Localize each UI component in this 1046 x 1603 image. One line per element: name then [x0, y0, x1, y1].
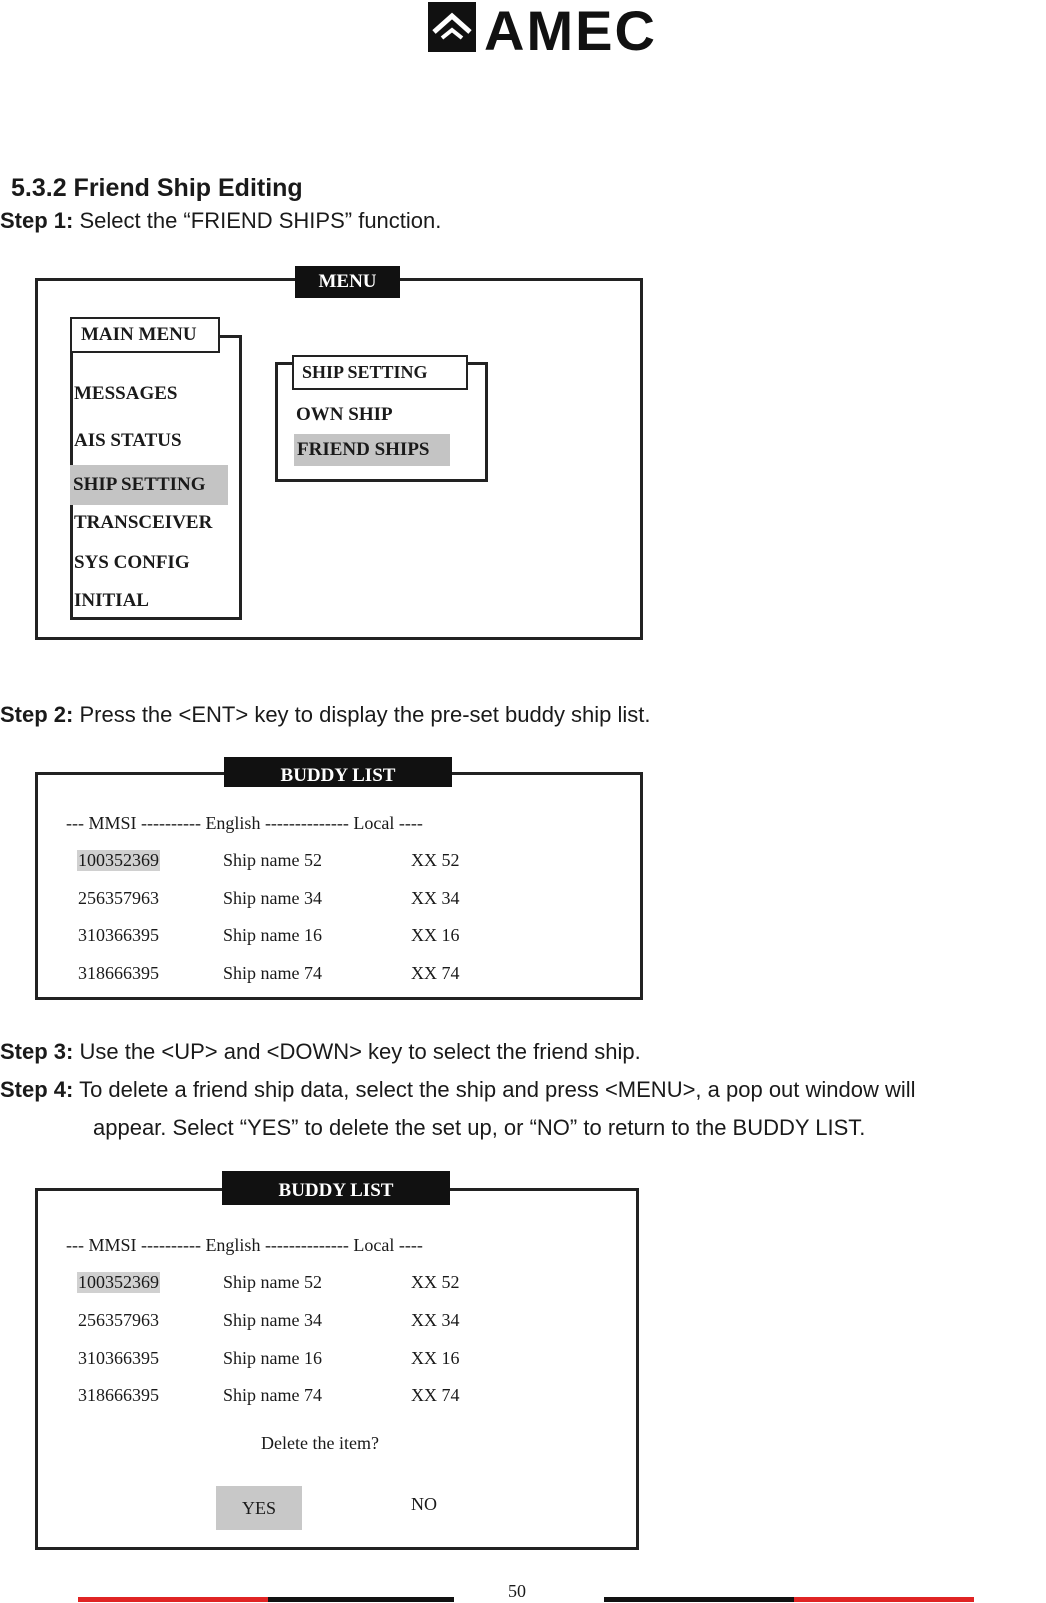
footer-bar-red-left [78, 1597, 268, 1602]
menu-item-sys-config[interactable]: SYS CONFIG [74, 552, 190, 573]
buddy-1-row-1-english: Ship name 52 [223, 850, 322, 870]
menu-item-transceiver[interactable]: TRANSCEIVER [74, 512, 213, 533]
step-4-continuation: appear. Select “YES” to delete the set up, or “NO” to return to the BUDDY LIST. [93, 1115, 866, 1140]
step-3 [0, 1039, 641, 1065]
buddy-2-row-3-english: Ship name 16 [223, 1348, 322, 1368]
buddy-2-row-2-english: Ship name 34 [223, 1310, 322, 1330]
menu-item-ais-status[interactable]: AIS STATUS [74, 430, 182, 451]
delete-prompt: Delete the item? [261, 1433, 379, 1453]
logo-text: AMEC [484, 0, 657, 62]
step-2 [0, 702, 651, 728]
menu-item-own-ship[interactable]: OWN SHIP [296, 404, 393, 425]
buddy-1-row-2-local: XX 34 [411, 888, 460, 908]
menu-item-ship-setting[interactable]: SHIP SETTING [70, 465, 228, 505]
section-title: 5.3.2 Friend Ship Editing [11, 174, 303, 202]
page-number: 50 [508, 1581, 526, 1601]
buddy-1-row-3-local: XX 16 [411, 925, 460, 945]
logo-graphic [428, 0, 657, 62]
step-3-label: Step 3: [0, 1039, 74, 1064]
step-4 [0, 1077, 916, 1103]
buddy-2-row-3-mmsi[interactable]: 310366395 [78, 1348, 159, 1368]
buddy-1-row-4-local: XX 74 [411, 963, 460, 983]
main-menu-title: MAIN MENU [70, 317, 220, 353]
buddy-1-row-3-english: Ship name 16 [223, 925, 322, 945]
step-2-text: Press the <ENT> key to display the pre-set buddy ship list. [73, 702, 651, 727]
buddy-2-row-4-english: Ship name 74 [223, 1385, 322, 1405]
step-1-text: Select the “FRIEND SHIPS” function. [73, 208, 442, 233]
step-2-label: Step 2: [0, 702, 74, 727]
buddy-1-row-2-english: Ship name 34 [223, 888, 322, 908]
buddy-list-1-title: BUDDY LIST [224, 757, 452, 787]
buddy-1-row-1-local: XX 52 [411, 850, 460, 870]
yes-button[interactable]: YES [216, 1486, 302, 1530]
menu-item-friend-ships[interactable]: FRIEND SHIPS [294, 434, 450, 466]
buddy-1-row-1-mmsi[interactable]: 100352369 [78, 850, 159, 870]
buddy-2-row-4-local: XX 74 [411, 1385, 460, 1405]
ship-setting-title: SHIP SETTING [292, 355, 468, 390]
buddy-2-row-4-mmsi[interactable]: 318666395 [78, 1385, 159, 1405]
footer-bar-red-right [794, 1597, 974, 1602]
buddy-list-1-header: --- MMSI ---------- English -------------- Local ---- [66, 813, 423, 833]
menu-item-initial[interactable]: INITIAL [74, 590, 149, 611]
buddy-2-row-2-local: XX 34 [411, 1310, 460, 1330]
step-4-text: To delete a friend ship data, select the ship and press <MENU>, a pop out window will [73, 1077, 916, 1102]
buddy-2-row-1-english: Ship name 52 [223, 1272, 322, 1292]
step-1-label: Step 1: [0, 208, 74, 233]
buddy-list-2-title: BUDDY LIST [222, 1171, 450, 1205]
step-1 [0, 208, 441, 234]
buddy-1-row-4-english: Ship name 74 [223, 963, 322, 983]
menu-screen-title: MENU [295, 266, 400, 298]
no-button[interactable]: NO [411, 1494, 437, 1514]
buddy-2-row-1-local: XX 52 [411, 1272, 460, 1292]
buddy-1-row-4-mmsi[interactable]: 318666395 [78, 963, 159, 983]
step-4-label: Step 4: [0, 1077, 74, 1102]
buddy-2-row-2-mmsi[interactable]: 256357963 [78, 1310, 159, 1330]
step-3-text: Use the <UP> and <DOWN> key to select the friend ship. [73, 1039, 641, 1064]
footer-bar-black-left [268, 1597, 454, 1602]
buddy-1-row-3-mmsi[interactable]: 310366395 [78, 925, 159, 945]
buddy-2-row-3-local: XX 16 [411, 1348, 460, 1368]
buddy-2-row-1-mmsi[interactable]: 100352369 [78, 1272, 159, 1292]
buddy-1-row-2-mmsi[interactable]: 256357963 [78, 888, 159, 908]
buddy-list-2-header: --- MMSI ---------- English -------------- Local ---- [66, 1235, 423, 1255]
amec-logo [428, 0, 657, 62]
menu-item-messages[interactable]: MESSAGES [74, 383, 178, 404]
footer-bar-black-right [604, 1597, 794, 1602]
